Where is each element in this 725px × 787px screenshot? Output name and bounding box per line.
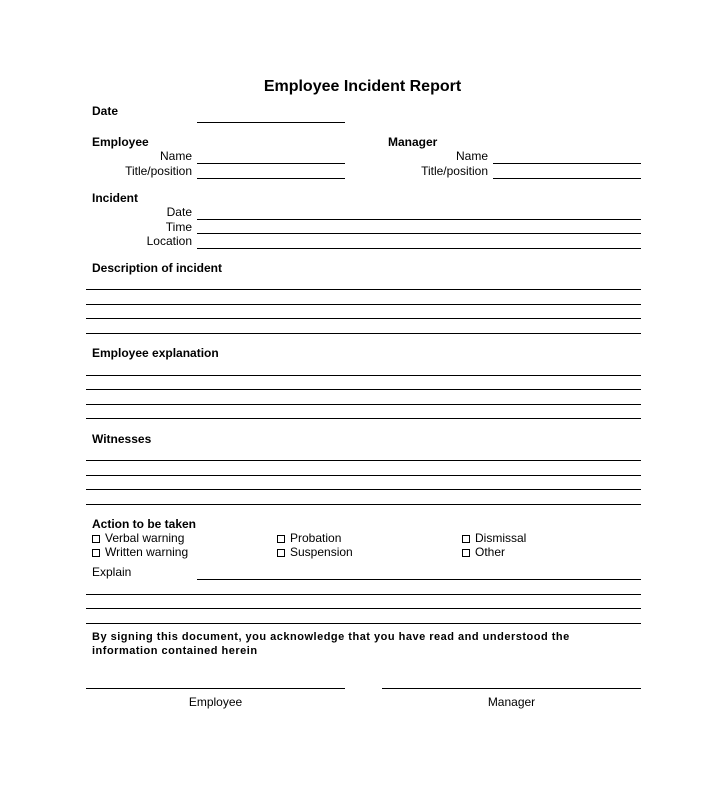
employee-signature-line[interactable] <box>86 688 345 689</box>
employee-name-label: Name <box>159 149 192 163</box>
explanation-line[interactable] <box>86 418 641 419</box>
explanation-line[interactable] <box>86 404 641 405</box>
manager-title-field[interactable] <box>493 178 641 179</box>
explain-line[interactable] <box>86 594 641 595</box>
description-line[interactable] <box>86 289 641 290</box>
checkbox-icon[interactable] <box>462 549 470 557</box>
explanation-heading: Employee explanation <box>92 346 219 360</box>
option-label: Other <box>475 545 506 559</box>
incident-location-field[interactable] <box>197 248 641 249</box>
acknowledgement-notice: By signing this document, you acknowledge that you have read and understood the information contained herein <box>92 631 570 657</box>
incident-location-label: Location <box>146 234 192 248</box>
checkbox-icon[interactable] <box>92 549 100 557</box>
employee-heading: Employee <box>92 135 149 149</box>
option-dismissal[interactable] <box>462 531 526 545</box>
incident-heading: Incident <box>92 191 139 205</box>
action-heading: Action to be taken <box>92 517 197 531</box>
manager-name-field[interactable] <box>493 163 641 164</box>
manager-heading: Manager <box>388 135 438 149</box>
option-label: Suspension <box>290 545 353 559</box>
option-label: Verbal warning <box>105 531 185 545</box>
option-suspension[interactable] <box>277 545 353 559</box>
option-written-warning[interactable] <box>92 545 188 559</box>
manager-name-label: Name <box>455 149 488 163</box>
manager-signature-label: Manager <box>487 695 536 709</box>
explain-line[interactable] <box>86 608 641 609</box>
description-line[interactable] <box>86 333 641 334</box>
checkbox-icon[interactable] <box>277 535 285 543</box>
witnesses-line[interactable] <box>86 504 641 505</box>
employee-name-field[interactable] <box>197 163 345 164</box>
description-line[interactable] <box>86 318 641 319</box>
checkbox-icon[interactable] <box>277 549 285 557</box>
witnesses-line[interactable] <box>86 475 641 476</box>
date-field[interactable] <box>197 122 345 123</box>
manager-title-label: Title/position <box>421 164 488 178</box>
option-other[interactable] <box>462 545 505 559</box>
witnesses-heading: Witnesses <box>92 432 152 446</box>
explain-field[interactable] <box>197 579 641 580</box>
employee-title-label: Title/position <box>125 164 192 178</box>
employee-title-field[interactable] <box>197 178 345 179</box>
option-label: Written warning <box>105 545 189 559</box>
incident-time-label: Time <box>165 220 192 234</box>
manager-signature-line[interactable] <box>382 688 641 689</box>
explain-line[interactable] <box>86 623 641 624</box>
incident-date-field[interactable] <box>197 219 641 220</box>
explanation-line[interactable] <box>86 389 641 390</box>
incident-time-field[interactable] <box>197 233 641 234</box>
employee-signature-label: Employee <box>188 695 243 709</box>
explain-label: Explain <box>92 565 132 579</box>
page-title: Employee Incident Report <box>263 78 462 95</box>
option-label: Probation <box>290 531 342 545</box>
option-label: Dismissal <box>475 531 527 545</box>
date-label: Date <box>92 104 119 118</box>
checkbox-icon[interactable] <box>92 535 100 543</box>
checkbox-icon[interactable] <box>462 535 470 543</box>
option-verbal-warning[interactable] <box>92 531 184 545</box>
description-heading: Description of incident <box>92 261 223 275</box>
explanation-line[interactable] <box>86 375 641 376</box>
description-line[interactable] <box>86 304 641 305</box>
incident-date-label: Date <box>166 205 192 219</box>
witnesses-line[interactable] <box>86 460 641 461</box>
witnesses-line[interactable] <box>86 489 641 490</box>
option-probation[interactable] <box>277 531 341 545</box>
